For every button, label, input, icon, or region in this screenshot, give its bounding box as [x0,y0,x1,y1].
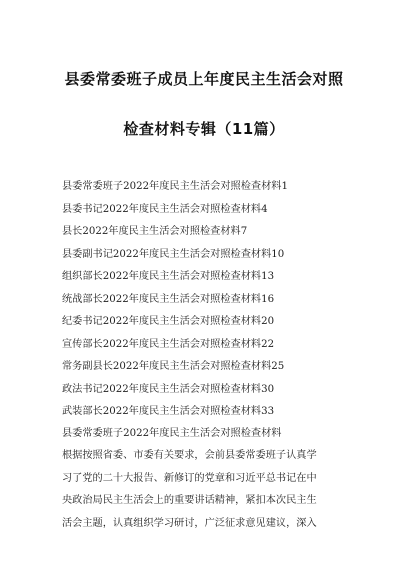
body-line: 活会主题，认真组织学习研讨，广泛征求意见建议，深入 [62,517,317,529]
document-title-line-2: 检查材料专辑（11篇） [123,120,285,138]
table-of-contents [62,176,362,424]
toc-item[interactable]: 县委副书记2022年度民主生活会对照检查材料10 [62,248,285,260]
toc-item[interactable]: 县委书记2022年度民主生活会对照检查材料4 [62,203,268,215]
toc-item[interactable]: 组织部长2022年度民主生活会对照检查材料13 [62,271,275,282]
body-line: 根据按照省委、市委有关要求，会前县委常委班子认真学 [62,450,317,461]
document-title-line-1: 县委常委班子成员上年度民主生活会对照 [64,70,344,88]
toc-item[interactable]: 政法书记2022年度民主生活会对照检查材料30 [62,383,275,395]
toc-item[interactable]: 宣传部长2022年度民主生活会对照检查材料22 [62,338,275,350]
toc-item[interactable]: 纪委书记2022年度民主生活会对照检查材料20 [62,316,275,327]
body-paragraph [62,445,349,535]
toc-item[interactable]: 县长2022年度民主生活会对照检查材料7 [62,226,248,237]
body-line: 习了党的二十大报告、新修订的党章和习近平总书记在中 [62,472,317,484]
body-line: 央政治局民主生活会上的重要讲话精神，紧扣本次民主生 [62,495,317,506]
toc-item[interactable]: 武装部长2022年度民主生活会对照检查材料33 [62,406,275,417]
section-heading: 县委常委班子2022年度民主生活会对照检查材料 [62,428,282,439]
toc-item[interactable]: 县委常委班子2022年度民主生活会对照检查材料1 [62,181,288,192]
toc-item[interactable]: 常务副县长2022年度民主生活会对照检查材料25 [62,361,285,372]
toc-item[interactable]: 统战部长2022年度民主生活会对照检查材料16 [62,293,275,305]
